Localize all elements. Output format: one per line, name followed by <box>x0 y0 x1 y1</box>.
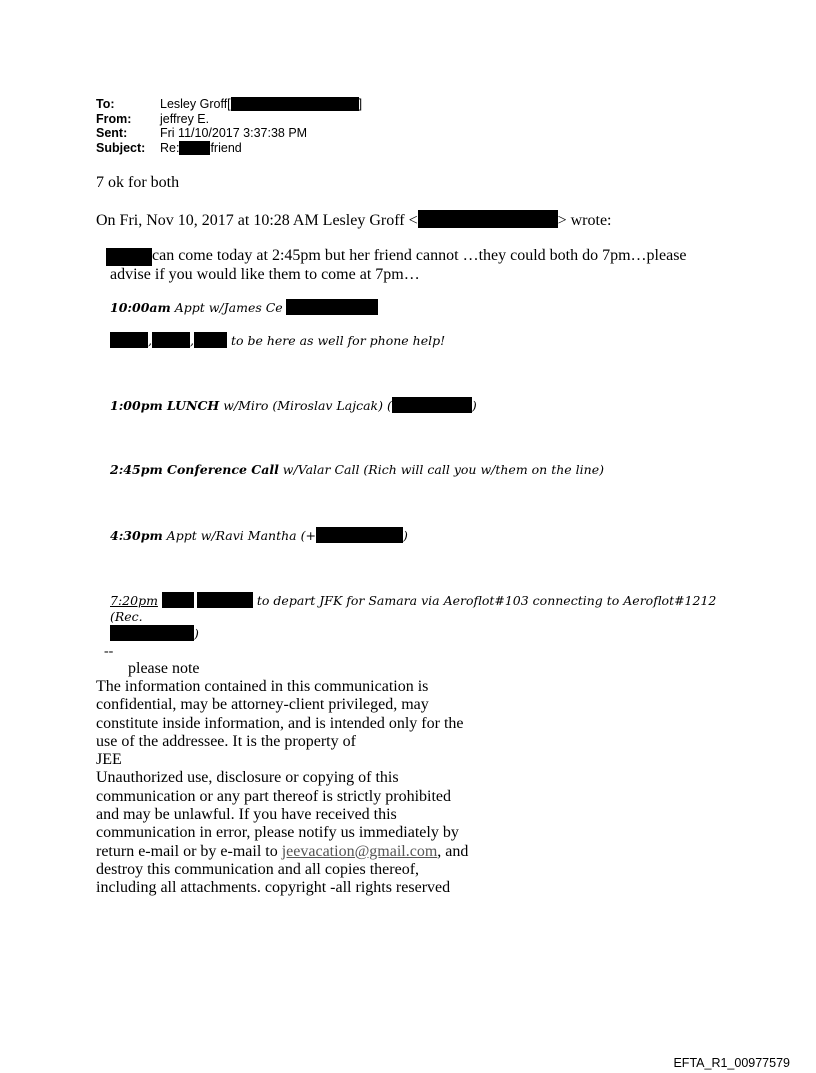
schedule-item <box>110 299 378 316</box>
schedule-text: to depart JFK for Samara via Aeroflot#103 connecting to Aeroflot#1212 (Rec. <box>110 593 717 624</box>
redaction-box <box>110 625 194 641</box>
quote-intro <box>96 210 612 230</box>
subject-tail: friend <box>210 140 242 155</box>
schedule-text: to be here as well for phone help! <box>226 333 446 348</box>
schedule-time: 1:00pm LUNCH <box>110 398 220 413</box>
separator: , <box>148 333 152 348</box>
please-note: please note <box>128 660 200 677</box>
schedule-text: w/Valar Call (Rich will call you w/them on the line) <box>278 462 604 477</box>
schedule-item <box>110 332 445 349</box>
separator: , <box>189 333 194 348</box>
reply-text: 7 ok for both <box>96 174 180 191</box>
schedule-tail: ) <box>402 528 408 543</box>
to-tail: ] <box>358 97 363 111</box>
sent-label: Sent: <box>96 126 128 140</box>
redaction-box <box>392 397 472 413</box>
owner-name: JEE <box>96 751 122 769</box>
redaction-box <box>194 332 227 348</box>
to-value: Lesley Groff[ <box>160 97 231 111</box>
document-id: EFTA_R1_00977579 <box>673 1056 790 1070</box>
schedule-text: w/Miro (Miroslav Lajcak) ( <box>219 398 392 413</box>
from-value: jeffrey E. <box>160 111 210 126</box>
redaction-box <box>197 592 253 608</box>
schedule-time: 10:00am <box>110 300 171 315</box>
to-row <box>96 97 362 112</box>
schedule-item <box>110 397 477 414</box>
schedule-time: 7:20pm <box>110 593 158 608</box>
signature-dashes: -- <box>104 644 114 659</box>
redaction-box <box>106 248 152 266</box>
to-label: To: <box>96 97 115 111</box>
from-label: From: <box>96 111 132 126</box>
schedule-text: Appt w/Ravi Mantha (+ <box>162 528 316 543</box>
schedule-text: Appt w/James Ce <box>170 300 283 315</box>
schedule-tail: ) <box>471 398 477 413</box>
redaction-box <box>152 332 190 348</box>
disclaimer <box>96 678 476 898</box>
schedule-time: 4:30pm <box>110 528 163 543</box>
redaction-box <box>179 141 210 155</box>
redaction-box <box>162 592 194 608</box>
subject-prefix: Re: <box>160 140 180 155</box>
sent-row <box>96 126 362 141</box>
subject-label: Subject: <box>96 140 146 155</box>
schedule-item <box>110 462 604 478</box>
schedule-item <box>110 527 408 544</box>
redaction-box <box>418 210 558 228</box>
subject-row <box>96 141 362 156</box>
schedule-item <box>110 592 750 642</box>
redaction-box <box>316 527 403 543</box>
from-row <box>96 112 362 127</box>
email-link[interactable]: jeevacation@gmail.com <box>281 842 438 860</box>
quote-intro-text: On Fri, Nov 10, 2017 at 10:28 AM Lesley Groff < <box>96 212 418 229</box>
schedule-time: 2:45pm Conference Call <box>110 462 279 477</box>
sent-value: Fri 11/10/2017 3:37:38 PM <box>160 126 308 140</box>
quoted-message <box>110 247 710 284</box>
redaction-box <box>231 97 359 111</box>
disclaimer-text-3: , and destroy this communication and all copies thereof, including all attachments. copyright -all rights reserved <box>96 842 469 897</box>
quote-intro-tail: > wrote: <box>557 212 612 229</box>
disclaimer-text-1: The information contained in this communication is confidential, may be attorney-client privileged, may constitute inside information, and is intended only for the use of the addressee. It is the property of <box>96 678 464 750</box>
disclaimer-text-2: Unauthorized use, disclosure or copying of this communication or any part thereof is strictly prohibited and may be unlawful. If you have received this communication in error, please notify us immediately by return e-mail or by e-mail to <box>96 769 459 860</box>
schedule-tail: ) <box>194 626 199 641</box>
quoted-line: can come today at 2:45pm but her friend cannot …they could both do 7pm…please advise if you would like them to come at 7pm… <box>110 247 687 283</box>
redaction-box <box>286 299 378 315</box>
email-header <box>96 97 362 155</box>
redaction-box <box>110 332 148 348</box>
